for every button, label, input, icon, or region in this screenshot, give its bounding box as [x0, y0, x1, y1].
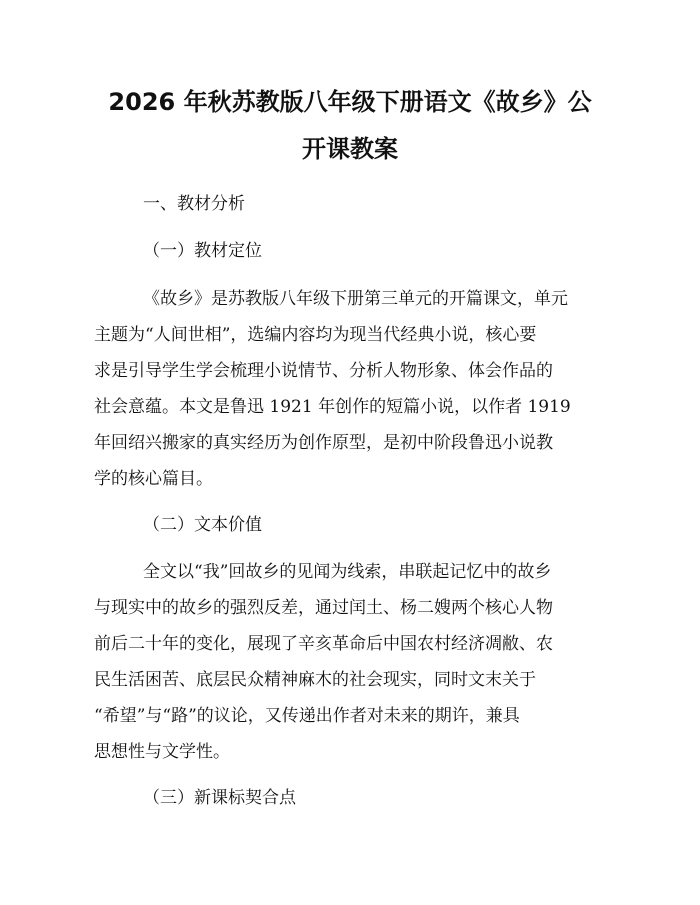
paragraph-line: 民生活困苦、底层民众精神麻木的社会现实，同时文末关于 [94, 670, 536, 690]
paragraph-line: 求是引导学生学会梳理小说情节、分析人物形象、体会作品的 [94, 361, 553, 381]
document-title-line-2: 开课教案 [302, 135, 398, 163]
paragraph-line: 主题为“人间世相”，选编内容均为现当代经典小说，核心要 [94, 325, 537, 345]
subsection-heading-curriculum-alignment: （三）新课标契合点 [143, 788, 296, 808]
paragraph-line: 全文以“我”回故乡的见闻为线索，串联起记忆中的故乡 [143, 562, 552, 582]
section-heading-textbook-analysis: 一、教材分析 [143, 194, 245, 214]
paragraph-line: 年回绍兴搬家的真实经历为创作原型，是初中阶段鲁迅小说教 [94, 433, 553, 453]
paragraph-line: 思想性与文学性。 [94, 742, 230, 762]
subsection-heading-positioning: （一）教材定位 [143, 241, 262, 261]
paragraph-line: 社会意蕴。本文是鲁迅 1921 年创作的短篇小说，以作者 1919 [94, 397, 571, 417]
paragraph-line: 学的核心篇目。 [94, 469, 213, 489]
paragraph-line: 前后二十年的变化，展现了辛亥革命后中国农村经济凋敝、农 [94, 634, 553, 654]
paragraph-line: “希望”与“路”的议论，又传递出作者对未来的期许，兼具 [94, 706, 520, 726]
document-title-line-1: 2026 年秋苏教版八年级下册语文《故乡》公 [108, 88, 592, 116]
paragraph-line: 《故乡》是苏教版八年级下册第三单元的开篇课文，单元 [143, 289, 568, 309]
subsection-heading-text-value: （二）文本价值 [143, 515, 262, 535]
paragraph-line: 与现实中的故乡的强烈反差，通过闰土、杨二嫂两个核心人物 [94, 598, 553, 618]
